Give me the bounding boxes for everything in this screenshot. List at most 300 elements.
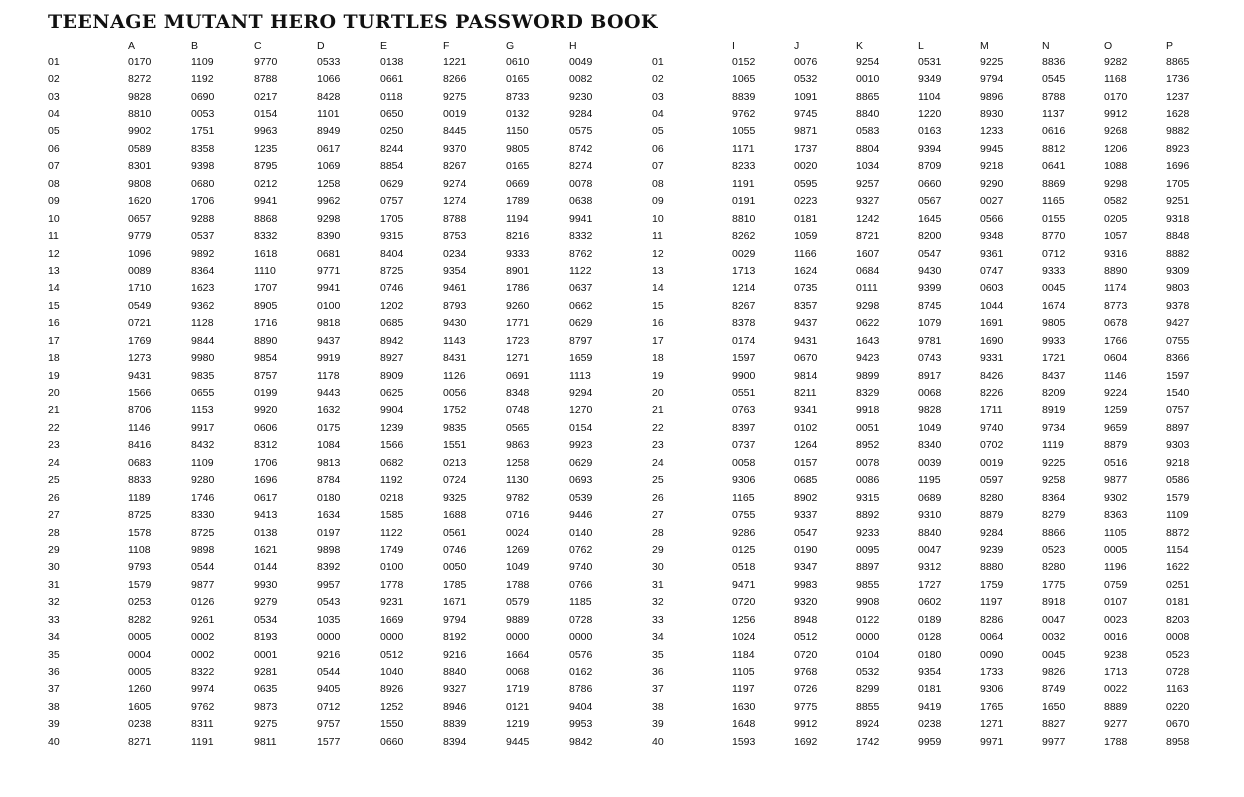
table-row [48,193,632,210]
password-code: 8272 [128,73,152,86]
password-code: 8833 [128,474,152,487]
password-code: 8872 [1166,526,1190,539]
password-code: 0681 [317,247,341,260]
password-code: 9828 [918,404,942,417]
password-code: 1566 [128,387,152,400]
table-row [652,297,1228,314]
password-code: 1788 [506,578,530,591]
password-code: 0180 [918,648,942,661]
password-code: 0746 [443,543,467,556]
password-code: 8930 [980,108,1004,121]
password-code: 8330 [191,509,215,522]
password-code: 0523 [1166,648,1190,661]
password-code: 1153 [191,404,214,417]
password-code: 1196 [1104,561,1127,574]
password-code: 1786 [506,282,530,295]
password-code: 9306 [732,474,756,487]
password-code: 1605 [128,700,152,713]
password-code: 9828 [128,90,152,103]
password-code: 1733 [980,666,1004,679]
password-code: 0144 [254,561,278,574]
password-code: 8311 [191,718,214,731]
table-row [48,105,632,122]
table-row [652,315,1228,332]
row-number: 05 [48,125,60,138]
password-code: 0684 [856,264,880,277]
table-row [48,384,632,401]
password-code: 9813 [317,456,341,469]
password-code: 1143 [443,334,466,347]
password-code: 0712 [317,700,341,713]
table-row [48,437,632,454]
password-code: 0050 [443,561,467,574]
password-code: 9361 [980,247,1004,260]
table-row [48,663,632,680]
password-table-right [652,38,1228,751]
password-code: 0735 [794,282,818,295]
password-code: 1719 [506,683,530,696]
password-code: 9898 [191,543,215,556]
row-number: 10 [652,212,664,225]
password-code: 9762 [191,700,215,713]
password-code: 8312 [254,439,278,452]
password-code: 1775 [1042,578,1066,591]
table-row [48,594,632,611]
password-code: 9282 [1104,55,1128,68]
password-code: 8437 [1042,369,1066,382]
password-code: 1195 [918,474,941,487]
row-number: 06 [652,142,664,155]
password-code: 9312 [918,561,942,574]
password-code: 1104 [918,90,941,103]
password-code: 1113 [569,369,591,382]
password-code: 1736 [1166,73,1190,86]
password-code: 1130 [506,474,529,487]
password-code: 0762 [569,543,593,556]
password-code: 9218 [980,160,1004,173]
password-code: 0199 [254,387,278,400]
password-code: 9889 [506,613,530,626]
password-code: 0154 [254,108,278,121]
password-code: 9239 [980,543,1004,556]
row-number: 32 [652,596,664,609]
row-number: 03 [48,90,60,103]
password-code: 0045 [1042,648,1066,661]
password-code: 9734 [1042,421,1066,434]
table-row [48,349,632,366]
column-header: L [918,39,924,52]
password-code: 9419 [918,700,942,713]
table-row [652,158,1228,175]
password-code: 8753 [443,230,467,243]
password-code: 0617 [254,491,278,504]
table-row [652,733,1228,750]
password-code: 9333 [1042,264,1066,277]
password-code: 9290 [980,177,1004,190]
row-number: 04 [48,108,60,121]
column-header: F [443,39,450,52]
password-code: 9298 [317,212,341,225]
password-code: 1607 [856,247,880,260]
password-code: 1713 [732,264,756,277]
row-number: 05 [652,125,664,138]
password-code: 8795 [254,160,278,173]
password-code: 1084 [317,439,341,452]
password-code: 8271 [128,735,152,748]
password-code: 0746 [380,282,404,295]
row-number: 23 [652,439,664,452]
password-code: 0720 [732,596,756,609]
password-code: 9896 [980,90,1004,103]
password-code: 0702 [980,439,1004,452]
row-number: 24 [48,456,60,469]
password-code: 9216 [443,648,467,661]
password-code: 9333 [506,247,530,260]
password-code: 8880 [980,561,1004,574]
password-code: 8804 [856,142,880,155]
password-code: 1035 [317,613,341,626]
password-code: 1274 [443,195,467,208]
password-code: 1150 [506,125,529,138]
row-number: 13 [652,264,664,277]
password-code: 0716 [506,509,530,522]
column-header: M [980,39,989,52]
password-code: 0670 [1166,718,1190,731]
table-row [48,280,632,297]
password-code: 0721 [128,317,152,330]
password-code: 0604 [1104,352,1128,365]
password-code: 8274 [569,160,593,173]
password-code: 1751 [191,125,215,138]
password-code: 1066 [317,73,341,86]
password-code: 1194 [506,212,529,225]
password-code: 9770 [254,55,278,68]
table-row [652,227,1228,244]
password-code: 1119 [1042,439,1064,452]
password-code: 9224 [1104,387,1128,400]
table-row [652,105,1228,122]
password-code: 8827 [1042,718,1066,731]
password-code: 1620 [128,195,152,208]
password-code: 0029 [732,247,756,260]
password-code: 0622 [856,317,880,330]
password-code: 1579 [128,578,152,591]
password-code: 0000 [856,631,880,644]
password-code: 0181 [1166,596,1190,609]
password-code: 9437 [317,334,341,347]
table-row [652,245,1228,262]
table-row [48,472,632,489]
password-code: 1716 [254,317,278,330]
password-code: 8340 [918,439,942,452]
password-code: 9348 [980,230,1004,243]
password-code: 1049 [506,561,530,574]
password-code: 9803 [1166,282,1190,295]
password-code: 0170 [1104,90,1128,103]
row-number: 31 [48,578,60,591]
password-code: 0537 [191,230,215,243]
password-code: 1109 [191,456,214,469]
password-code: 1727 [918,578,942,591]
password-code: 0551 [732,387,756,400]
row-number: 40 [652,735,664,748]
password-code: 8358 [191,142,215,155]
password-code: 8348 [506,387,530,400]
password-code: 8770 [1042,230,1066,243]
password-code: 0589 [128,142,152,155]
row-number: 26 [48,491,60,504]
column-header: C [254,39,262,52]
password-code: 9808 [128,177,152,190]
column-header: K [856,39,864,52]
password-code: 0068 [506,666,530,679]
table-row [48,698,632,715]
table-row [48,489,632,506]
password-code: 1256 [732,613,756,626]
column-header: J [794,39,800,52]
password-code: 9362 [191,299,215,312]
row-number: 22 [48,421,60,434]
password-code: 0078 [856,456,880,469]
row-number: 35 [652,648,664,661]
password-code: 9953 [569,718,593,731]
password-code: 8397 [732,421,756,434]
password-code: 0155 [1042,212,1066,225]
password-code: 9794 [443,613,467,626]
password-code: 0238 [128,718,152,731]
table-row [48,733,632,750]
row-number: 02 [48,73,60,86]
table-row [48,419,632,436]
password-code: 0170 [128,55,152,68]
table-row [48,454,632,471]
password-code: 1122 [569,264,592,277]
column-header: D [317,39,325,52]
password-code: 1691 [980,317,1004,330]
password-code: 1258 [317,177,341,190]
password-code: 0680 [191,177,215,190]
password-code: 9917 [191,421,215,434]
password-code: 1191 [732,177,755,190]
password-code: 8927 [380,352,404,365]
password-code: 1154 [1166,543,1189,556]
password-code: 9898 [317,543,341,556]
password-code: 9349 [918,73,942,86]
password-code: 1621 [254,543,278,556]
password-code: 0238 [918,718,942,731]
password-code: 1219 [506,718,530,731]
password-code: 9431 [128,369,152,382]
password-code: 0683 [128,456,152,469]
row-number: 15 [652,299,664,312]
password-code: 9354 [443,264,467,277]
table-row [652,576,1228,593]
table-row [652,541,1228,558]
password-code: 1705 [1166,177,1190,190]
column-header: O [1104,39,1113,52]
password-code: 9294 [569,387,593,400]
password-code: 9370 [443,142,467,155]
password-code: 1778 [380,578,404,591]
password-code: 1264 [794,439,818,452]
password-code: 0076 [794,55,818,68]
password-code: 1551 [443,439,467,452]
password-code: 8280 [980,491,1004,504]
password-code: 0670 [794,352,818,365]
password-code: 9771 [317,264,341,277]
password-code: 9423 [856,352,880,365]
row-number: 09 [48,195,60,208]
password-code: 8445 [443,125,467,138]
password-code: 1192 [191,73,214,86]
password-code: 0616 [1042,125,1066,138]
password-code: 0212 [254,177,278,190]
password-code: 8890 [254,334,278,347]
password-code: 1669 [380,613,404,626]
password-code: 1197 [980,596,1003,609]
table-row [48,297,632,314]
password-code: 1674 [1042,299,1066,312]
password-code: 1688 [443,509,467,522]
password-code: 8923 [1166,142,1190,155]
row-number: 08 [652,177,664,190]
password-code: 0090 [980,648,1004,661]
password-code: 0595 [794,177,818,190]
password-code: 1109 [1166,509,1189,522]
row-number: 17 [652,334,664,347]
password-code: 9912 [1104,108,1128,121]
password-code: 9288 [191,212,215,225]
password-code: 8392 [317,561,341,574]
password-code: 9793 [128,561,152,574]
password-code: 0660 [380,735,404,748]
table-row [652,628,1228,645]
password-code: 1091 [794,90,818,103]
password-code: 8810 [128,108,152,121]
table-row [48,53,632,70]
password-code: 9912 [794,718,818,731]
password-code: 8725 [191,526,215,539]
table-row [48,506,632,523]
row-number: 22 [652,421,664,434]
password-code: 9446 [569,509,593,522]
password-code: 0000 [569,631,593,644]
password-code: 8892 [856,509,880,522]
password-code: 0053 [191,108,215,121]
password-code: 0102 [794,421,818,434]
password-code: 0547 [794,526,818,539]
password-code: 8762 [569,247,593,260]
password-code: 0005 [128,631,152,644]
password-code: 1271 [506,352,530,365]
password-code: 8946 [443,700,467,713]
password-code: 9805 [506,142,530,155]
password-code: 0205 [1104,212,1128,225]
password-code: 0545 [1042,73,1066,86]
password-code: 0000 [506,631,530,644]
row-number: 34 [48,631,60,644]
column-header: G [506,39,515,52]
table-row [48,716,632,733]
row-number: 14 [48,282,60,295]
table-row [48,140,632,157]
password-code: 1137 [1042,108,1065,121]
password-code: 1706 [191,195,215,208]
password-code: 8788 [254,73,278,86]
password-code: 9957 [317,578,341,591]
password-code: 8942 [380,334,404,347]
password-code: 1128 [191,317,214,330]
password-code: 8725 [380,264,404,277]
password-code: 1055 [732,125,756,138]
password-code: 8784 [317,474,341,487]
right-header-row [652,38,1228,53]
password-code: 9258 [1042,474,1066,487]
password-code: 1146 [1104,369,1127,382]
password-code: 9941 [254,195,278,208]
password-code: 8836 [1042,55,1066,68]
password-code: 0045 [1042,282,1066,295]
password-code: 1269 [506,543,530,556]
password-code: 1648 [732,718,756,731]
password-code: 0547 [918,247,942,260]
password-code: 0757 [1166,404,1190,417]
password-code: 1723 [506,334,530,347]
password-code: 9427 [1166,317,1190,330]
row-number: 11 [652,230,663,243]
table-row [652,332,1228,349]
password-code: 0544 [191,561,215,574]
password-code: 9740 [569,561,593,574]
row-number: 38 [48,700,60,713]
password-code: 0250 [380,125,404,138]
password-code: 9320 [794,596,818,609]
password-code: 1122 [380,526,403,539]
row-number: 12 [652,247,664,260]
password-code: 9337 [794,509,818,522]
password-code: 0518 [732,561,756,574]
password-code: 0218 [380,491,404,504]
row-number: 29 [48,543,60,556]
table-row [48,541,632,558]
password-code: 1622 [1166,561,1190,574]
row-number: 21 [652,404,664,417]
password-code: 9959 [918,735,942,748]
password-code: 8909 [380,369,404,382]
table-row [652,175,1228,192]
password-code: 0720 [794,648,818,661]
password-code: 9814 [794,369,818,382]
password-code: 8840 [443,666,467,679]
password-code: 0104 [856,648,880,661]
row-number: 14 [652,282,664,295]
password-code: 0579 [506,596,530,609]
password-code: 8364 [1042,491,1066,504]
password-code: 9315 [380,230,404,243]
row-number: 28 [652,526,664,539]
table-row [652,559,1228,576]
password-code: 9257 [856,177,880,190]
password-code: 8286 [980,613,1004,626]
password-code: 8866 [1042,526,1066,539]
column-header: B [191,39,199,52]
password-code: 1270 [569,404,593,417]
password-code: 0078 [569,177,593,190]
password-code: 0223 [794,195,818,208]
password-code: 9281 [254,666,278,679]
password-code: 0022 [1104,683,1128,696]
row-number: 01 [652,55,664,68]
